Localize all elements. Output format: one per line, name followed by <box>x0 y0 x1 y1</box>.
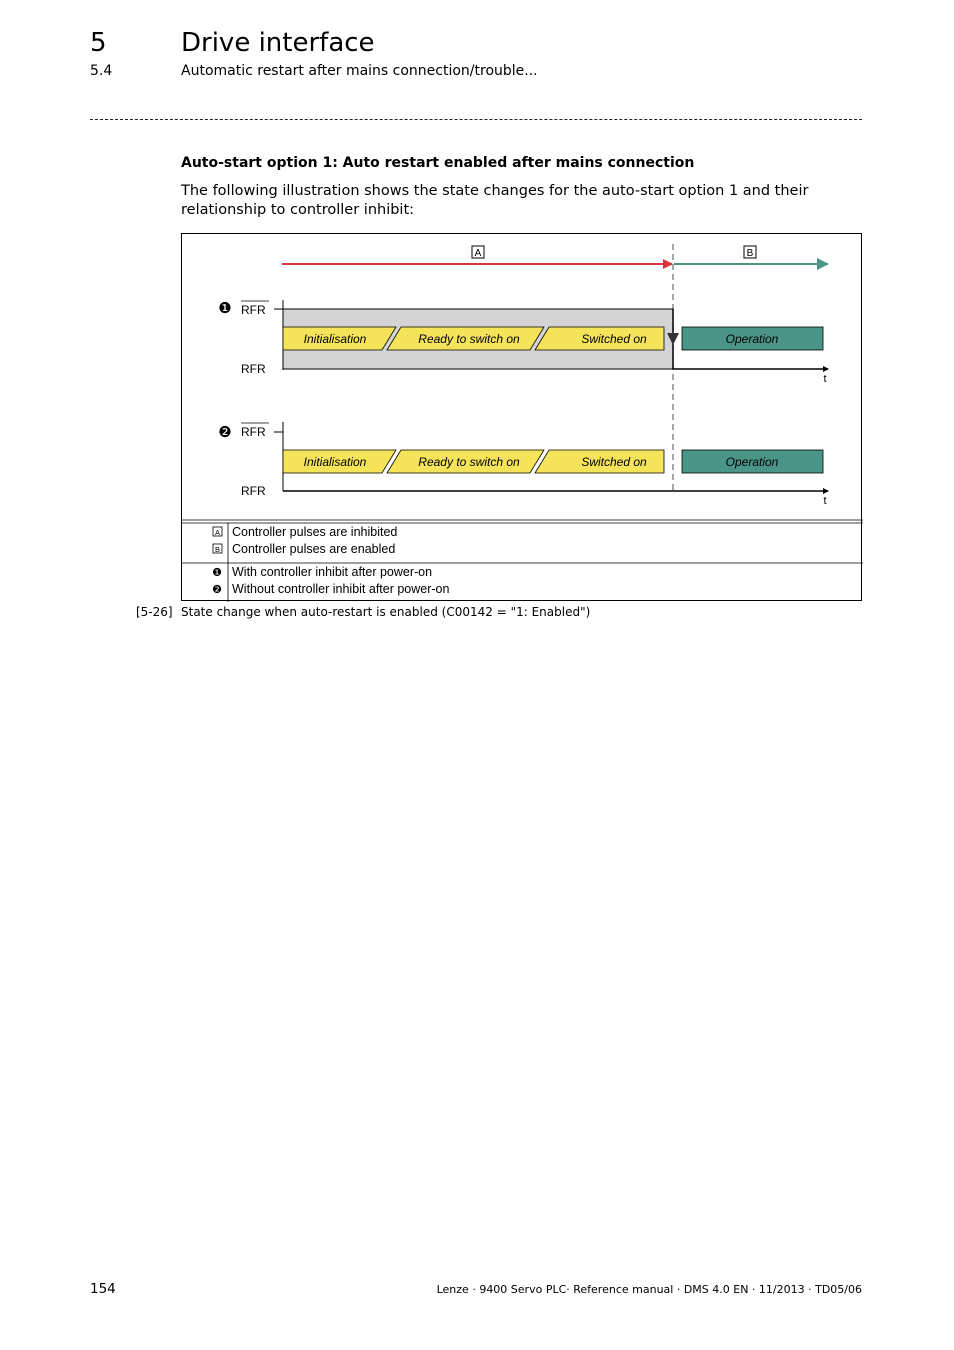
state-initialisation-label-2: Initialisation <box>303 455 367 469</box>
time-label-1: t <box>823 373 827 385</box>
header-divider <box>90 119 862 120</box>
legend-text-a: Controller pulses are inhibited <box>232 525 398 539</box>
state-initialisation-label-1: Initialisation <box>303 332 367 346</box>
time-label-2: t <box>823 495 827 507</box>
state-switched-on-label-2: Switched on <box>581 455 647 469</box>
legend-text-2: Without controller inhibit after power-on <box>232 582 450 596</box>
chapter-title: Drive interface <box>181 28 375 58</box>
footer-doc-info: Lenze · 9400 Servo PLC· Reference manual · DMS 4.0 EN · 11/2013 · TD05/06 <box>436 1283 862 1296</box>
state-ready-label-2: Ready to switch on <box>418 455 520 469</box>
figure-frame <box>181 233 862 601</box>
legend-key-b: B <box>214 545 221 554</box>
figure-caption: State change when auto-restart is enabled (C00142 = "1: Enabled") <box>181 605 591 619</box>
intro-paragraph: The following illustration shows the state changes for the auto-start option 1 and their relationship to controller inhibit: <box>181 183 809 218</box>
chapter-number: 5 <box>90 28 107 58</box>
state-ready-label-1: Ready to switch on <box>418 332 520 346</box>
section-number: 5.4 <box>90 63 113 79</box>
phase-b-label: B <box>746 248 754 259</box>
rfr-bar-label-2: RFR <box>241 425 266 439</box>
rfr-bar-label-1: RFR <box>241 303 266 317</box>
marker-2: ❷ <box>218 424 232 441</box>
state-switched-on-label-1: Switched on <box>581 332 647 346</box>
marker-1: ❶ <box>218 300 232 317</box>
section-title: Automatic restart after mains connection/trouble... <box>181 63 538 79</box>
phase-a-label: A <box>474 248 482 259</box>
page-number: 154 <box>90 1281 116 1297</box>
legend-key-a: A <box>214 528 221 537</box>
figure-number: [5-26] <box>136 605 173 619</box>
legend-text-1: With controller inhibit after power-on <box>232 565 433 579</box>
state-diagram <box>182 234 863 602</box>
state-operation-label-1: Operation <box>725 332 779 346</box>
rfr-label-1: RFR <box>241 362 266 376</box>
legend-key-1: ❶ <box>212 567 222 579</box>
rfr-label-2: RFR <box>241 484 266 498</box>
legend-key-2: ❷ <box>212 584 222 596</box>
legend-text-b: Controller pulses are enabled <box>232 542 396 556</box>
state-operation-label-2: Operation <box>725 455 779 469</box>
subsection-heading: Auto-start option 1: Auto restart enabled after mains connection <box>181 155 695 171</box>
